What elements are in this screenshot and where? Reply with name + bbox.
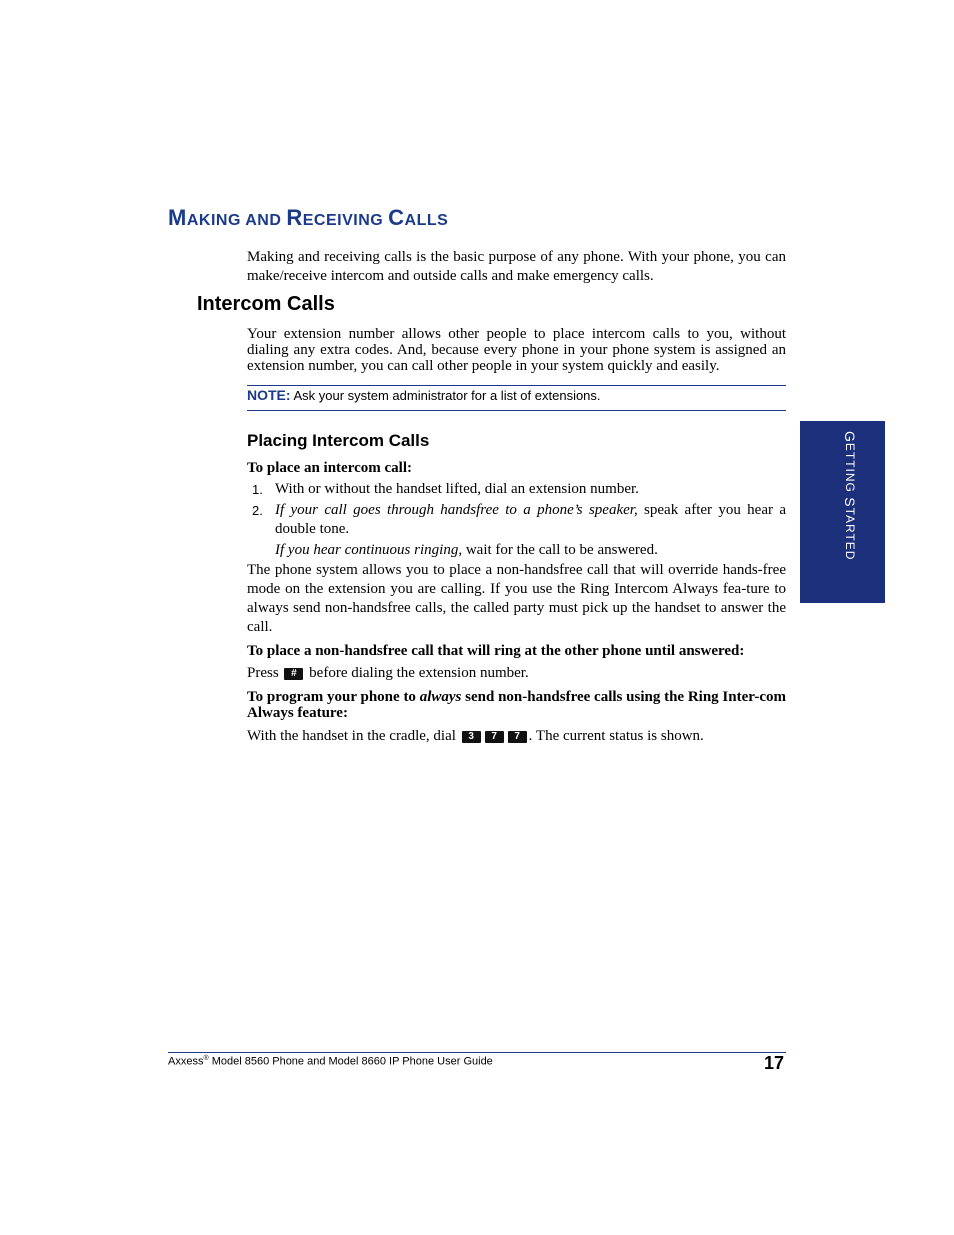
note-text: Ask your system administrator for a list of extensions. [293,388,601,403]
step-2-number: 2. [252,503,263,518]
intro-paragraph: Making and receiving calls is the basic purpose of any phone. With your phone, you can make/receive intercom and outside calls and make emergency calls. [247,249,786,284]
step-2-sub: If you hear continuous ringing, wait for the call to be answered. [275,542,658,558]
footer-title: Axxess® Model 8560 Phone and Model 8660 IP Phone User Guide [168,1055,493,1068]
step-2-text: If your call goes through handsfree to a phone’s speaker, speak after you hear a double tone. [275,502,786,537]
note [247,387,601,403]
hash-key: # [284,668,303,680]
nonhandsfree-label: To place a non-handsfree call that will ring at the other phone until answered: [247,643,745,659]
override-paragraph: The phone system allows you to place a non-handsfree call that will override hands-free mode on the extension you are calling. If you use the Ring Intercom Always fea-ture to always send non-handsfree calls, the called party must pick up the handset to answer the call. [247,562,786,635]
placing-heading: Placing Intercom Calls [247,431,430,450]
key-3: 3 [462,731,481,743]
intercom-heading: Intercom Calls [197,293,335,315]
note-top-rule [247,385,786,386]
step-1-text: With or without the handset lifted, dial an extension number. [275,481,639,497]
key-7: 7 [508,731,527,743]
intercom-paragraph: Your extension number allows other people to place intercom calls to you, without dialing any extra codes. And, because every phone in your phone system is assigned an extension number, you can call other people in your system quickly and easily. [247,326,786,374]
note-label: NOTE: [247,387,291,403]
program-label: To program your phone to always send non-handsfree calls using the Ring Inter-com Always feature: [247,689,787,721]
side-tab-label: GETTING STARTED [842,431,858,561]
page-number: 17 [764,1053,785,1073]
step-1-number: 1. [252,482,263,497]
press-hash-line: Press # before dialing the extension number. [247,665,529,681]
cradle-line: With the handset in the cradle, dial 3 7 7 . The current status is shown. [247,728,704,744]
note-bottom-rule [247,410,786,411]
procedure-label: To place an intercom call: [247,460,412,476]
key-7: 7 [485,731,504,743]
section-title: MAKING AND RECEIVING CALLS [168,205,449,230]
footer-rule [168,1052,786,1053]
